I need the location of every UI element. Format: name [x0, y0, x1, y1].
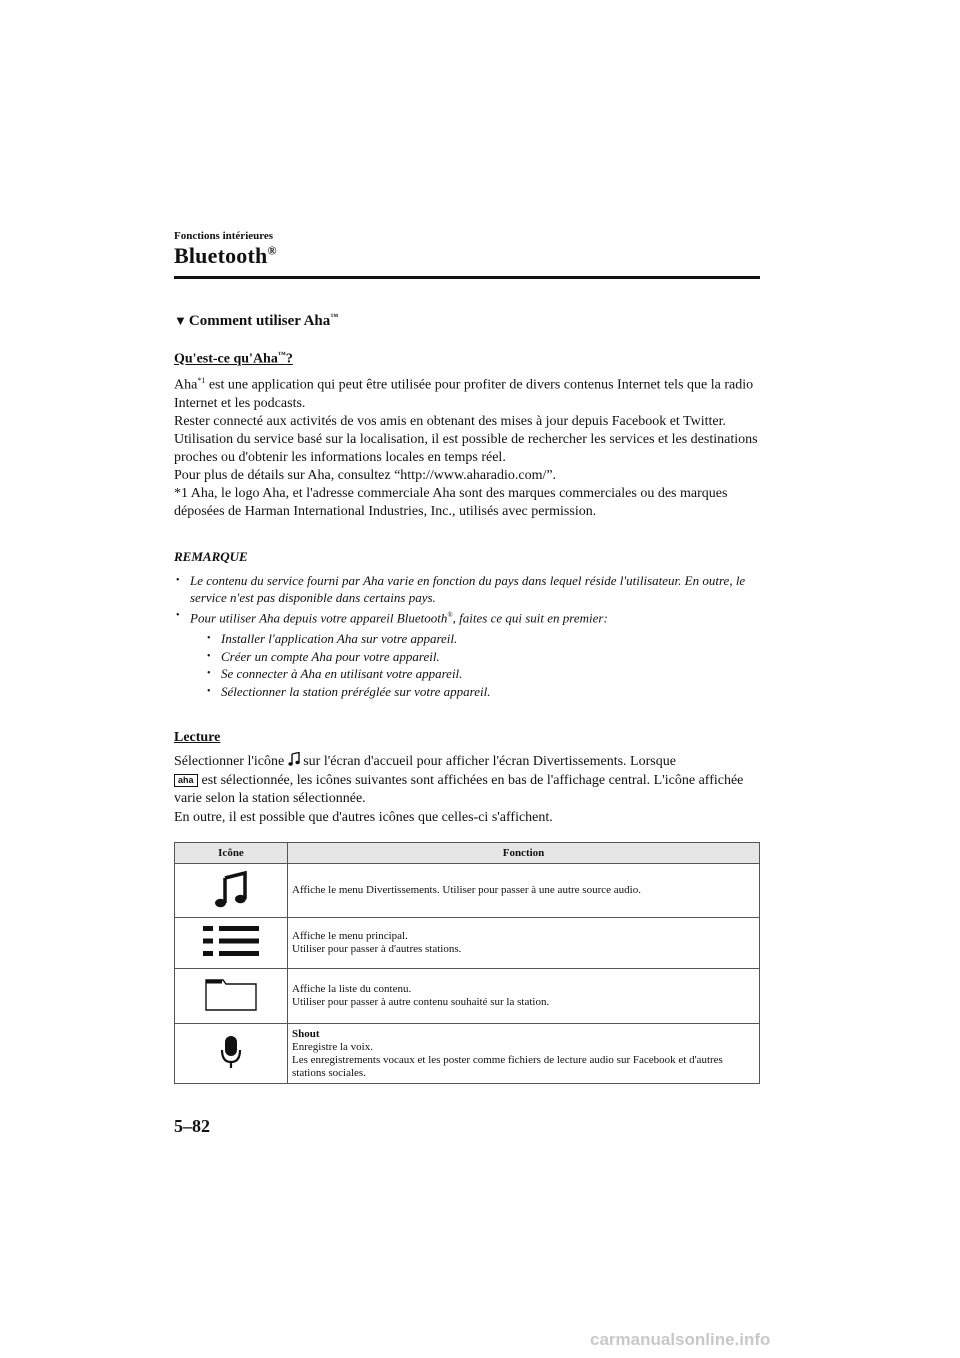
table-row — [175, 969, 760, 1024]
icon-cell — [175, 969, 288, 1024]
setup-step: • Créer un compte Aha pour votre appareil. — [205, 648, 490, 666]
section-heading: ▼ Comment utiliser Aha™ — [174, 312, 339, 329]
setup-step: • Sélectionner la station préréglée sur votre appareil. — [205, 683, 490, 701]
table-row — [175, 1024, 760, 1084]
triangle-down-icon: ▼ — [174, 313, 187, 328]
column-header-icon: Icône — [175, 843, 288, 864]
note-list — [174, 572, 764, 626]
icon-cell — [175, 1024, 288, 1084]
note-bullet-2: • Pour utiliser Aha depuis votre appareil Bluetooth®, faites ce qui suit en premier: — [174, 607, 764, 626]
registered-mark: ® — [267, 243, 277, 258]
lecture-line-3: En outre, il est possible que d'autres icônes que celles-ci s'affichent. — [174, 809, 553, 825]
intro-paragraph-1: Aha$^{*1}$ est une application qui peut être utilisée pour profiter de divers contenus Internet tels que la radio Internet et les podcasts. — [174, 376, 754, 411]
microphone-icon — [219, 1034, 243, 1070]
icon-cell — [175, 864, 288, 918]
note-bullet-1: • Le contenu du service fourni par Aha varie en fonction du pays dans lequel réside l'utilisateur. En outre, le service n'est pas disponible dans certains pays. — [174, 572, 764, 606]
title-rule — [174, 276, 760, 279]
setup-step: • Installer l'application Aha sur votre appareil. — [205, 630, 490, 648]
icon-cell — [175, 918, 288, 969]
column-header-function: Fonction — [288, 843, 760, 864]
list-icon — [201, 923, 261, 959]
aha-logo-icon: aha — [174, 774, 198, 787]
subheading-lecture: Lecture — [174, 730, 221, 745]
table-row — [175, 864, 760, 918]
table-row — [175, 918, 760, 969]
function-cell: Affiche le menu Divertissements. Utiliser pour passer à une autre source audio. — [288, 864, 760, 918]
watermark: carmanualsonline.info — [590, 1330, 771, 1349]
setup-steps — [205, 630, 490, 700]
folder-icon — [204, 976, 258, 1012]
page-number: 5–82 — [174, 1116, 210, 1136]
intro-paragraph-4: Pour plus de détails sur Aha, consultez “http://www.aharadio.com/”. — [174, 467, 557, 483]
subheading-what-is-aha: Qu'est-ce qu'Aha™? — [174, 350, 293, 367]
page-title: Bluetooth® — [174, 243, 277, 268]
note-heading: REMARQUE — [174, 549, 248, 564]
music-note-icon — [211, 869, 251, 909]
intro-paragraph-2: Rester connecté aux activités de vos amis en obtenant des mises à jour depuis Facebook et Twitter. — [174, 413, 727, 429]
chapter-kicker: Fonctions intérieures — [174, 230, 274, 242]
intro-footnote: *1 Aha, le logo Aha, et l'adresse commerciale Aha sont des marques commerciales ou des marques déposées de Harman International Industries, Inc., utilisés avec permission. — [174, 485, 728, 519]
lecture-text — [174, 752, 766, 827]
music-note-icon — [288, 752, 300, 766]
intro-paragraph-3: Utilisation du service basé sur la localisation, il est possible de rechercher les services et les destinations proches ou d'obtenir les informations locales en temps réel. — [174, 431, 758, 465]
function-cell: Affiche la liste du contenu. Utiliser pour passer à autre contenu souhaité sur la station. — [288, 969, 760, 1024]
function-cell: Shout Enregistre la voix. Les enregistrements vocaux et les poster comme fichiers de lecture audio sur Facebook et d'autres stations sociales. — [288, 1024, 760, 1084]
setup-step: • Se connecter à Aha en utilisant votre appareil. — [205, 665, 490, 683]
icon-function-table — [174, 842, 760, 1084]
table-header-row — [175, 843, 760, 864]
intro-text — [174, 372, 764, 521]
function-cell: Affiche le menu principal. Utiliser pour passer à d'autres stations. — [288, 918, 760, 969]
lecture-line-2: aha est sélectionnée, les icônes suivantes sont affichées en bas de l'affichage central. L'icône affichée varie selon la station sélectionnée. — [174, 772, 744, 806]
lecture-line-1: Sélectionner l'icône sur l'écran d'accueil pour afficher l'écran Divertissements. Lorsque — [174, 754, 676, 769]
